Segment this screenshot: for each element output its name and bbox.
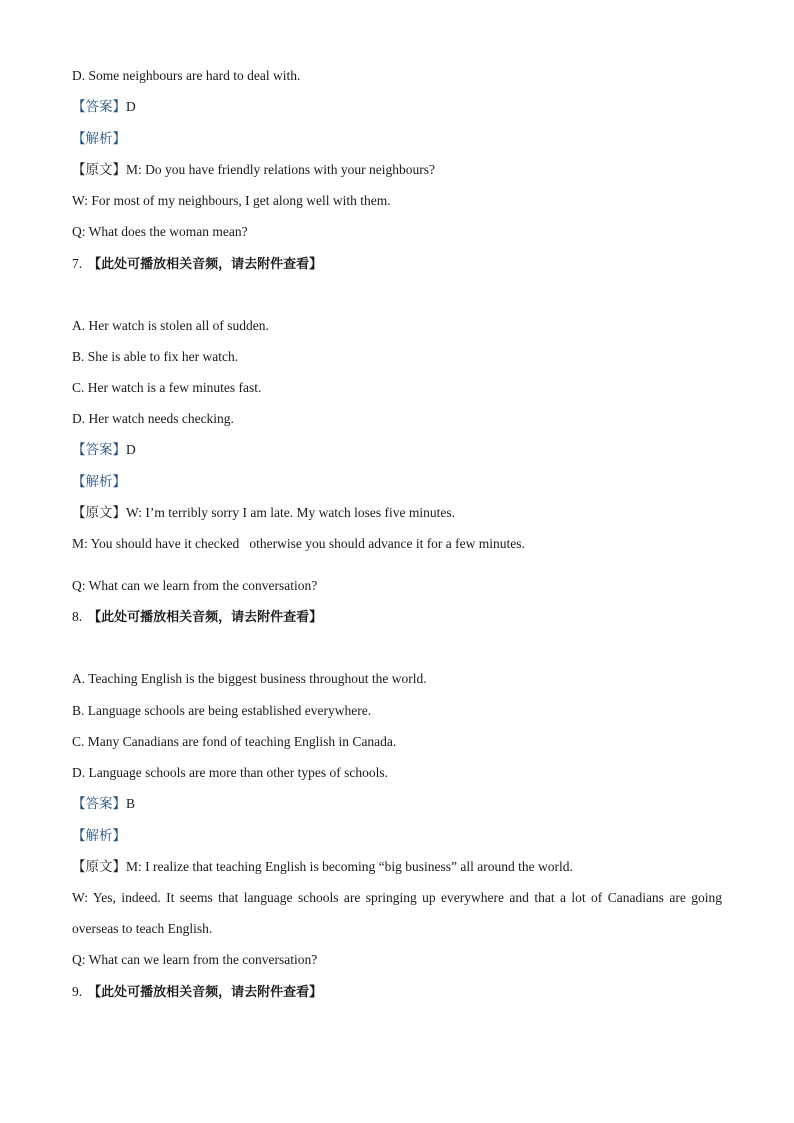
q6-original-line1 bbox=[72, 161, 435, 179]
q8-question: Q: What can we learn from the conversation? bbox=[72, 952, 318, 967]
answer-tag: 【答案】 bbox=[72, 442, 126, 457]
q8-option-a: A. Teaching English is the biggest business throughout the world. bbox=[72, 671, 427, 686]
audio-note: 【此处可播放相关音频，请去附件查看】 bbox=[88, 985, 323, 1000]
q6-analysis-tag bbox=[72, 130, 126, 148]
q7-answer bbox=[72, 441, 136, 459]
answer-value: D bbox=[126, 442, 136, 457]
audio-note: 【此处可播放相关音频，请去附件查看】 bbox=[88, 257, 323, 272]
transcript-text: M: Do you have friendly relations with your neighbours? bbox=[126, 162, 435, 177]
question-number: 9. bbox=[72, 984, 83, 999]
answer-tag: 【答案】 bbox=[72, 796, 126, 811]
q6-answer bbox=[72, 98, 136, 116]
analysis-tag: 【解析】 bbox=[72, 828, 126, 843]
original-tag: 【原文】 bbox=[72, 505, 126, 520]
q7-option-c: C. Her watch is a few minutes fast. bbox=[72, 380, 262, 395]
q8-analysis-tag bbox=[72, 827, 126, 845]
q8-original-line1 bbox=[72, 858, 573, 876]
transcript-text: M: I realize that teaching English is becoming “big business” all around the world. bbox=[126, 859, 573, 874]
q8-header bbox=[72, 608, 322, 627]
q7-original-line1 bbox=[72, 504, 455, 522]
q8-original-line2: W: Yes, indeed. It seems that language schools are springing up everywhere and that a lot of Canadians are going bbox=[72, 890, 722, 905]
analysis-tag: 【解析】 bbox=[72, 131, 126, 146]
q7-header bbox=[72, 255, 322, 274]
q7-analysis-tag bbox=[72, 473, 126, 491]
q8-option-d: D. Language schools are more than other types of schools. bbox=[72, 765, 389, 780]
original-tag: 【原文】 bbox=[72, 859, 126, 874]
answer-value: D bbox=[126, 99, 136, 114]
q6-original-line2: W: For most of my neighbours, I get along well with them. bbox=[72, 193, 391, 208]
analysis-tag: 【解析】 bbox=[72, 474, 126, 489]
q8-answer bbox=[72, 795, 135, 813]
audio-note: 【此处可播放相关音频，请去附件查看】 bbox=[88, 610, 323, 625]
q7-option-d: D. Her watch needs checking. bbox=[72, 411, 234, 426]
q6-question: Q: What does the woman mean? bbox=[72, 224, 248, 239]
transcript-text: W: I’m terribly sorry I am late. My watch loses five minutes. bbox=[126, 505, 456, 520]
q6-option-d: D. Some neighbours are hard to deal with. bbox=[72, 68, 301, 83]
question-number: 7. bbox=[72, 256, 83, 271]
q7-original-line2: M: You should have it checked otherwise you should advance it for a few minutes. bbox=[72, 536, 525, 551]
q7-question: Q: What can we learn from the conversation? bbox=[72, 578, 318, 593]
question-number: 8. bbox=[72, 609, 83, 624]
q9-header bbox=[72, 983, 322, 1002]
q8-original-line3: overseas to teach English. bbox=[72, 921, 213, 936]
q8-option-c: C. Many Canadians are fond of teaching English in Canada. bbox=[72, 734, 397, 749]
q7-option-a: A. Her watch is stolen all of sudden. bbox=[72, 318, 269, 333]
answer-tag: 【答案】 bbox=[72, 99, 126, 114]
original-tag: 【原文】 bbox=[72, 162, 126, 177]
q8-option-b: B. Language schools are being established everywhere. bbox=[72, 703, 372, 718]
answer-value: B bbox=[126, 796, 136, 811]
q7-option-b: B. She is able to fix her watch. bbox=[72, 349, 239, 364]
